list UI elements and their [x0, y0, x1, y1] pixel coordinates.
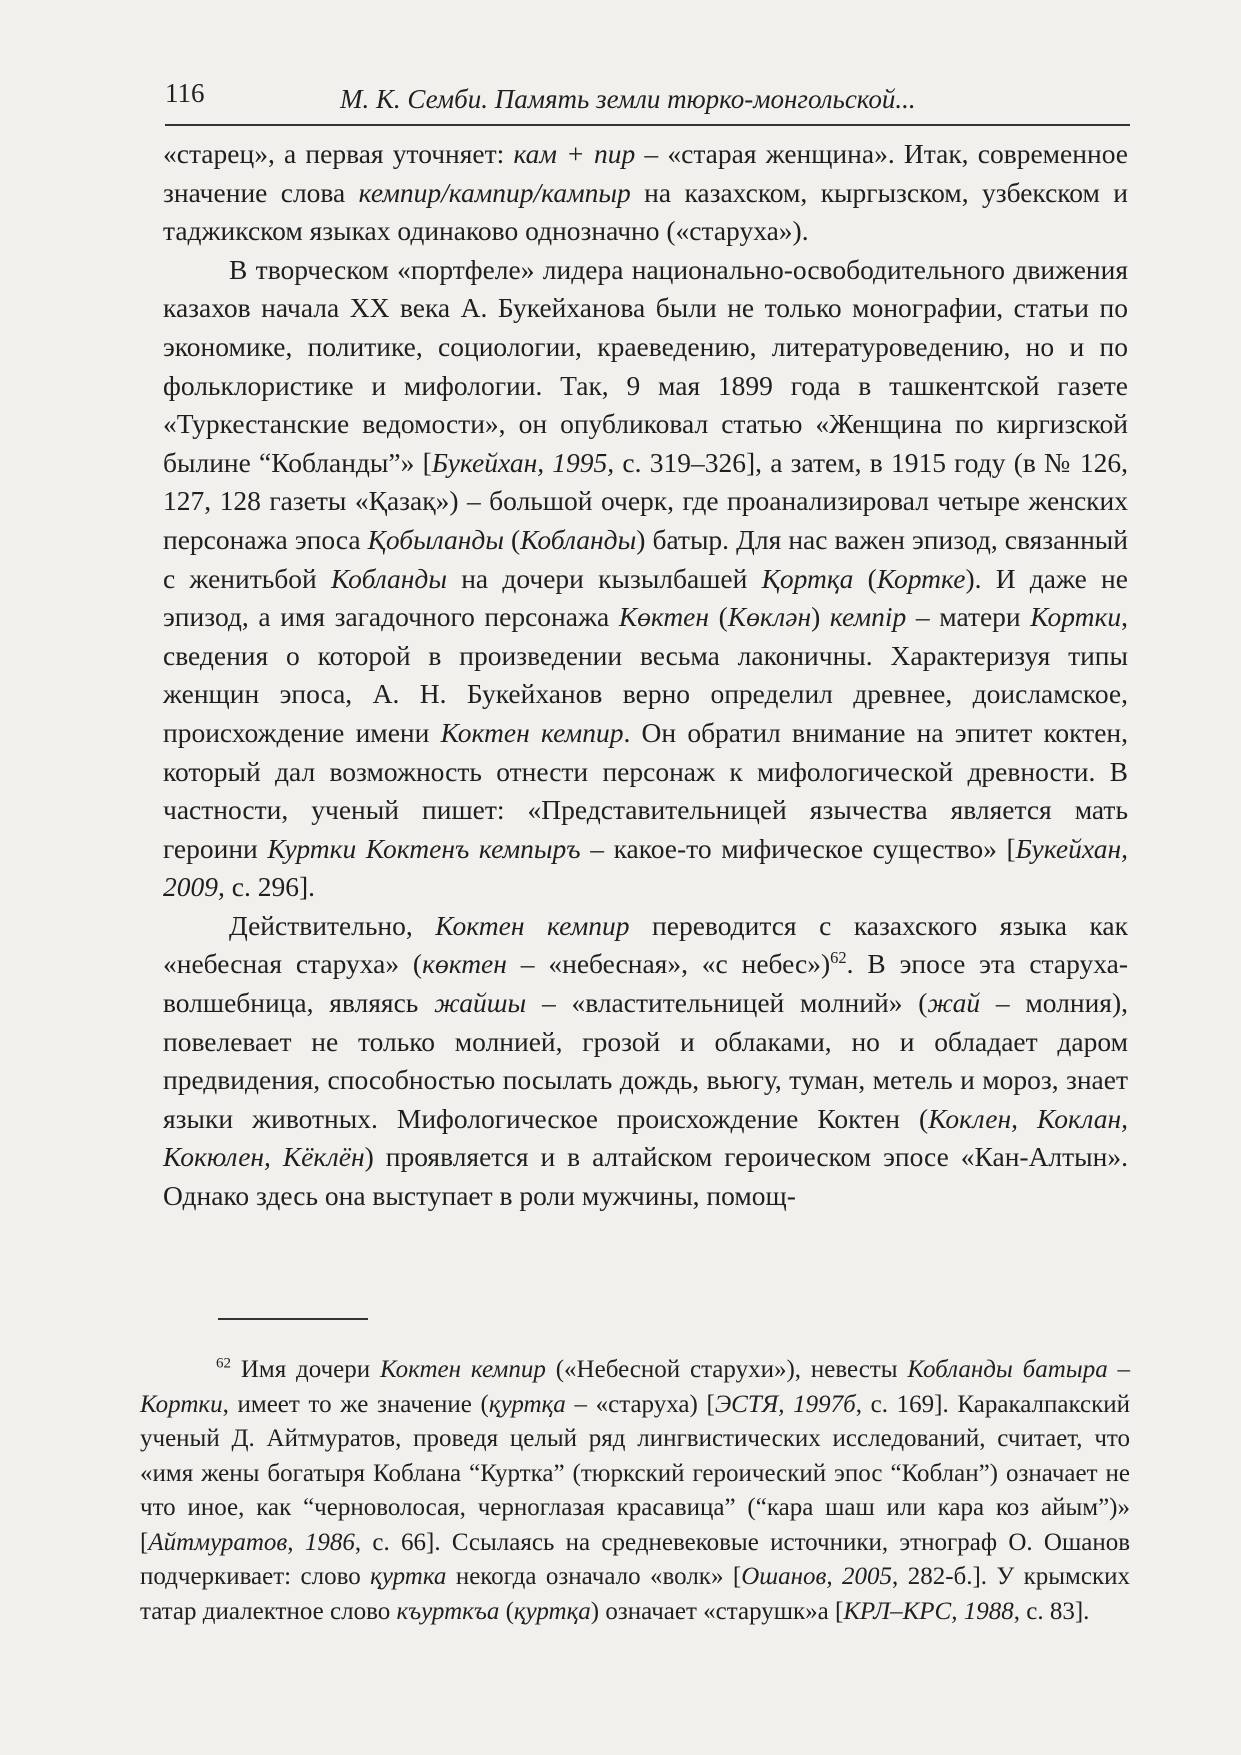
italic-run: Коктен кемпир	[379, 1356, 546, 1383]
text-run: . В эпосе эта старуха-волшебница, являясь	[163, 948, 1129, 1019]
text-run: с. 296].	[224, 871, 315, 903]
footnote-separator	[218, 1318, 368, 1320]
italic-run: жайшы	[434, 987, 527, 1019]
italic-run: Кортке	[876, 562, 966, 594]
text-run: – «старуха) [	[565, 1390, 715, 1418]
italic-run: кемпир/кампир/кампыр	[358, 176, 631, 208]
italic-run: қуртқа	[513, 1597, 591, 1625]
footnote-ref: 62	[830, 948, 847, 968]
text-run: – матери	[906, 601, 1031, 633]
italic-run: жай	[927, 987, 981, 1019]
text-run: (	[503, 523, 521, 555]
italic-run: Ошанов, 2005	[741, 1563, 893, 1590]
text-run: – какое-то мифическое существо» [	[580, 832, 1016, 864]
main-text	[163, 135, 1128, 1216]
text-run: (	[709, 601, 728, 633]
text-run: , с. 169]. Каракалпакский ученый Д. Айтмуратов, проведя целый ряд лингвистических исследований, считает, что «имя жены богатыря Коблана “Куртка” (тюркский героический эпос “Коблан”) означает не что иное, как “черноволосая, черноглазая красавица” (“кара шаш или кара коз айым”)» [	[140, 1390, 1131, 1556]
text-run: (	[499, 1597, 514, 1625]
italic-run: Айтмуратов, 1986	[148, 1528, 355, 1556]
text-run: ) означает «старушк»а [	[590, 1597, 844, 1625]
text-run: , имеет то же значение (	[222, 1390, 489, 1418]
text-run: переводится с казахского языка как «небесная старуха» (	[163, 909, 1128, 980]
italic-run: ЭСТЯ, 1997б	[714, 1390, 856, 1418]
footnote-62	[140, 1353, 1130, 1629]
text-run: )	[811, 601, 830, 633]
italic-run: Букейхан, 2009,	[163, 832, 1128, 903]
text-run: . Он обратил внимание на эпитет коктен, который дал возможность отнести персонаж к мифологической древности. В частности, ученый пишет: «Представительницей язычества является мать героини	[163, 716, 1128, 864]
italic-run: Кобланды	[520, 523, 637, 555]
italic-run: Қортқа	[761, 562, 854, 594]
text-run: , сведения о которой в произведении весьма лаконичны. Характеризуя типы женщин эпоса, А. Н. Букейханов верно определил древнее, доисламское, происхождение имени	[163, 601, 1128, 748]
italic-run: Куртки Коктенъ кемпыръ	[267, 832, 581, 864]
italic-run: Букейхан, 1995,	[431, 446, 615, 478]
header-rule	[165, 124, 1130, 126]
paragraph-1	[163, 135, 1128, 251]
text-run: («Небесной старухи»), невесты	[545, 1356, 908, 1383]
italic-run: Көктен	[618, 601, 710, 633]
italic-run: къурткъа	[396, 1597, 500, 1625]
text-run: – молния), повелевает не только молнией, грозой и облаками, но и обладает даром предвидения, способностью посылать дождь, вьюгу, туман, метель и мороз, знает языки животных. Мифологическое происхождение Коктен (	[163, 987, 1128, 1134]
italic-run: КРЛ–КРС, 1988	[843, 1597, 1014, 1625]
italic-run: қуртқа	[488, 1390, 566, 1418]
text-run: Действительно,	[229, 909, 436, 941]
page-header	[165, 78, 1130, 128]
footnote-ref: 62	[216, 1355, 231, 1372]
text-run: на дочери кызылбашей	[446, 562, 762, 594]
text-run: (	[853, 562, 877, 594]
text-run: , с. 83].	[1013, 1597, 1090, 1625]
text-run: Имя дочери	[231, 1356, 380, 1383]
page-number: 116	[165, 78, 205, 108]
paragraph-3	[163, 907, 1128, 1216]
text-run: «старец», а первая уточняет:	[163, 138, 514, 169]
italic-run: кам + пир	[513, 138, 636, 169]
italic-run: Кортки	[1030, 601, 1122, 633]
text-run: – «старая женщина». Итак, современное значение слова	[163, 138, 1128, 208]
italic-run: кемпір	[829, 601, 907, 633]
text-run: – «властительницей молний» (	[526, 987, 928, 1019]
text-run: с. 319–326], а затем, в 1915 году (в № 126, 127, 128 газеты «Қазақ») – большой очерк, где проанализировал четыре женских персонажа эпоса	[163, 446, 1128, 555]
text-run: некогда означало «волк» [	[446, 1563, 742, 1590]
text-run: В творческом «портфеле» лидера национально-освободительного движения казахов начала XX века А. Букейханова были не только монографии, статьи по экономике, политике, социологии, краеведению, литературоведению, но и по фольклористике и мифологии. Так, 9 мая 1899 года в ташкентской газете «Туркестанские ведомости», он опубликовал статью «Женщина по киргизской былине “Кобланды”» [	[163, 253, 1128, 478]
italic-run: Коклен, Коклан, Кокюлен, Кёклён	[163, 1102, 1128, 1173]
text-run: , 282-б.]. У крымских татар диалектное слово	[140, 1563, 1130, 1625]
italic-run: Көклән	[727, 601, 812, 633]
text-run: – «небесная», «с небес»)	[506, 948, 831, 980]
italic-run: Қобыланды	[367, 523, 504, 555]
paragraph-2	[163, 251, 1128, 907]
text-run: ) батыр. Для нас важен эпизод, связанный с женитьбой	[163, 523, 1128, 594]
text-run: на казахском, кыргызском, узбекском и таджикском языках одинаково однозначно («старуха»).	[163, 176, 1128, 247]
italic-run: Кобланды	[330, 562, 447, 594]
italic-run: көктен	[422, 948, 507, 980]
text-run: , с. 66]. Ссылаясь на средневековые источники, этнограф О. Ошанов подчеркивает: слово	[140, 1528, 1131, 1590]
italic-run: Коктен кемпир	[440, 716, 624, 748]
text-run: ) проявляется и в алтайском героическом эпосе «Кан-Алтын». Однако здесь она выступает в роли мужчины, помощ-	[163, 1141, 1128, 1212]
italic-run: қуртка	[370, 1563, 447, 1590]
running-title: М. К. Семби. Память земли тюрко-монгольской...	[340, 84, 916, 114]
italic-run: Коктен кемпир	[435, 909, 630, 941]
text-run: ). И даже не эпизод, а имя загадочного персонажа	[163, 562, 1128, 633]
italic-run: Кобланды батыра – Кортки	[140, 1356, 1131, 1418]
